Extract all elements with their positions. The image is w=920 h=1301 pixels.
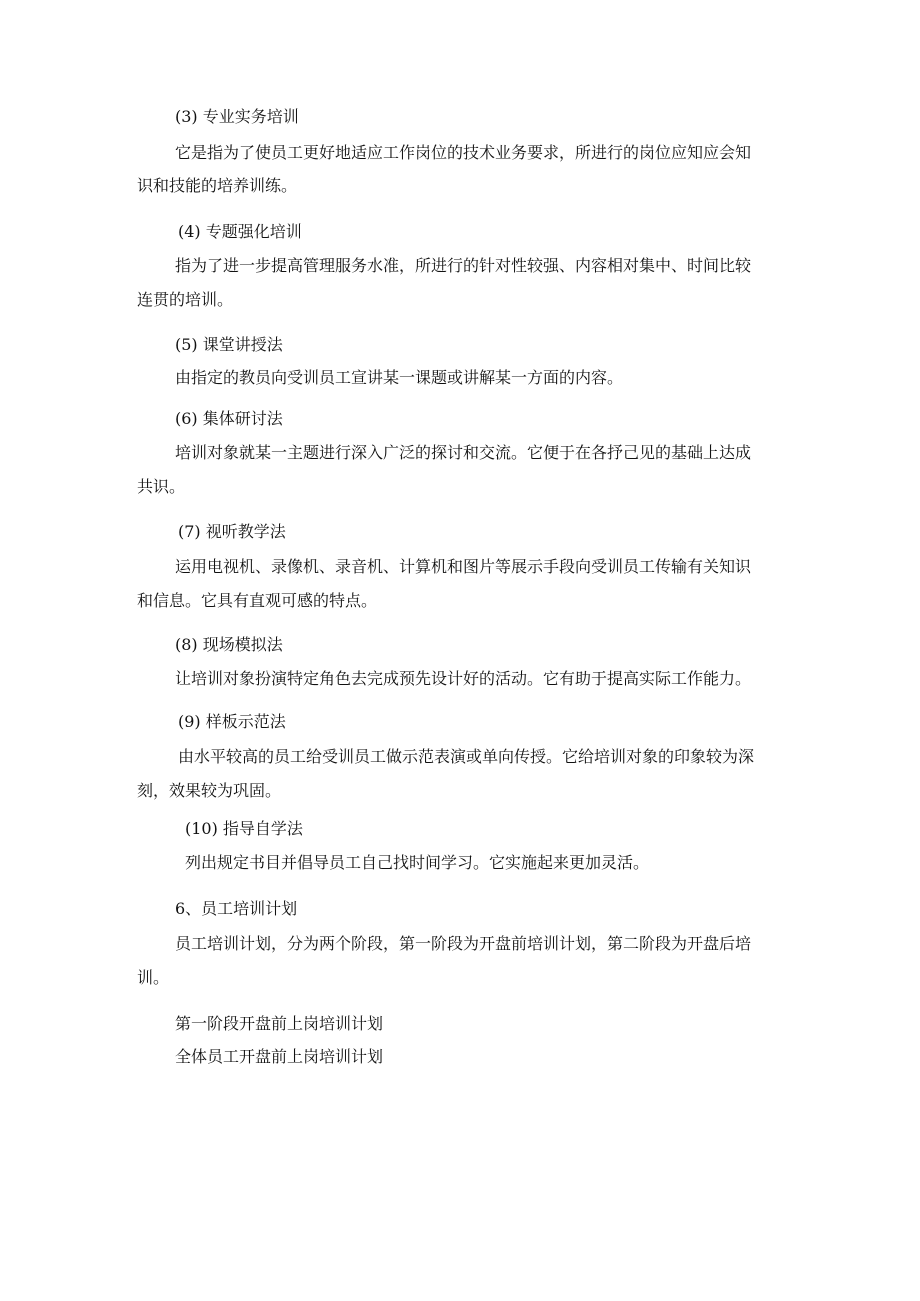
paragraph-line: 列出规定书目并倡导员工自己找时间学习。它实施起来更加灵活。 xyxy=(185,853,650,872)
paragraph-line: 培训对象就某一主题进行深入广泛的探讨和交流。它便于在各抒己见的基础上达成 xyxy=(175,443,752,462)
section-heading: (6) 集体研讨法 xyxy=(175,409,283,428)
section-heading: (10) 指导自学法 xyxy=(185,819,303,838)
paragraph-line: 由指定的教员向受训员工宣讲某一课题或讲解某一方面的内容。 xyxy=(175,368,624,387)
plan-subtitle: 全体员工开盘前上岗培训计划 xyxy=(175,1047,384,1066)
plan-phase-title: 第一阶段开盘前上岗培训计划 xyxy=(175,1014,384,1033)
paragraph-line: 它是指为了使员工更好地适应工作岗位的技术业务要求，所进行的岗位应知应会知 xyxy=(175,143,752,162)
section-heading: (9) 样板示范法 xyxy=(178,712,286,731)
paragraph-line: 由水平较高的员工给受训员工做示范表演或单向传授。它给培训对象的印象较为深 xyxy=(178,747,755,766)
paragraph-line: 员工培训计划，分为两个阶段，第一阶段为开盘前培训计划，第二阶段为开盘后培 xyxy=(175,934,752,953)
paragraph-line: 共识。 xyxy=(137,477,186,496)
paragraph-line: 让培训对象扮演特定角色去完成预先设计好的活动。它有助于提高实际工作能力。 xyxy=(175,669,752,688)
section-heading: (3) 专业实务培训 xyxy=(175,107,299,126)
paragraph-line: 和信息。它具有直观可感的特点。 xyxy=(137,591,378,610)
section-heading: 6、员工培训计划 xyxy=(175,899,298,918)
paragraph-line: 运用电视机、录像机、录音机、计算机和图片等展示手段向受训员工传输有关知识 xyxy=(175,557,752,576)
paragraph-line: 连贯的培训。 xyxy=(137,290,234,309)
section-heading: (8) 现场模拟法 xyxy=(175,635,283,654)
section-heading: (5) 课堂讲授法 xyxy=(175,335,283,354)
paragraph-line: 指为了进一步提高管理服务水准，所进行的针对性较强、内容相对集中、时间比较 xyxy=(175,256,752,275)
section-heading: (7) 视听教学法 xyxy=(178,522,286,541)
paragraph-line: 训。 xyxy=(137,968,170,987)
paragraph-line: 刻，效果较为巩固。 xyxy=(137,781,282,800)
paragraph-line: 识和技能的培养训练。 xyxy=(137,176,298,195)
section-heading: (4) 专题强化培训 xyxy=(178,222,302,241)
